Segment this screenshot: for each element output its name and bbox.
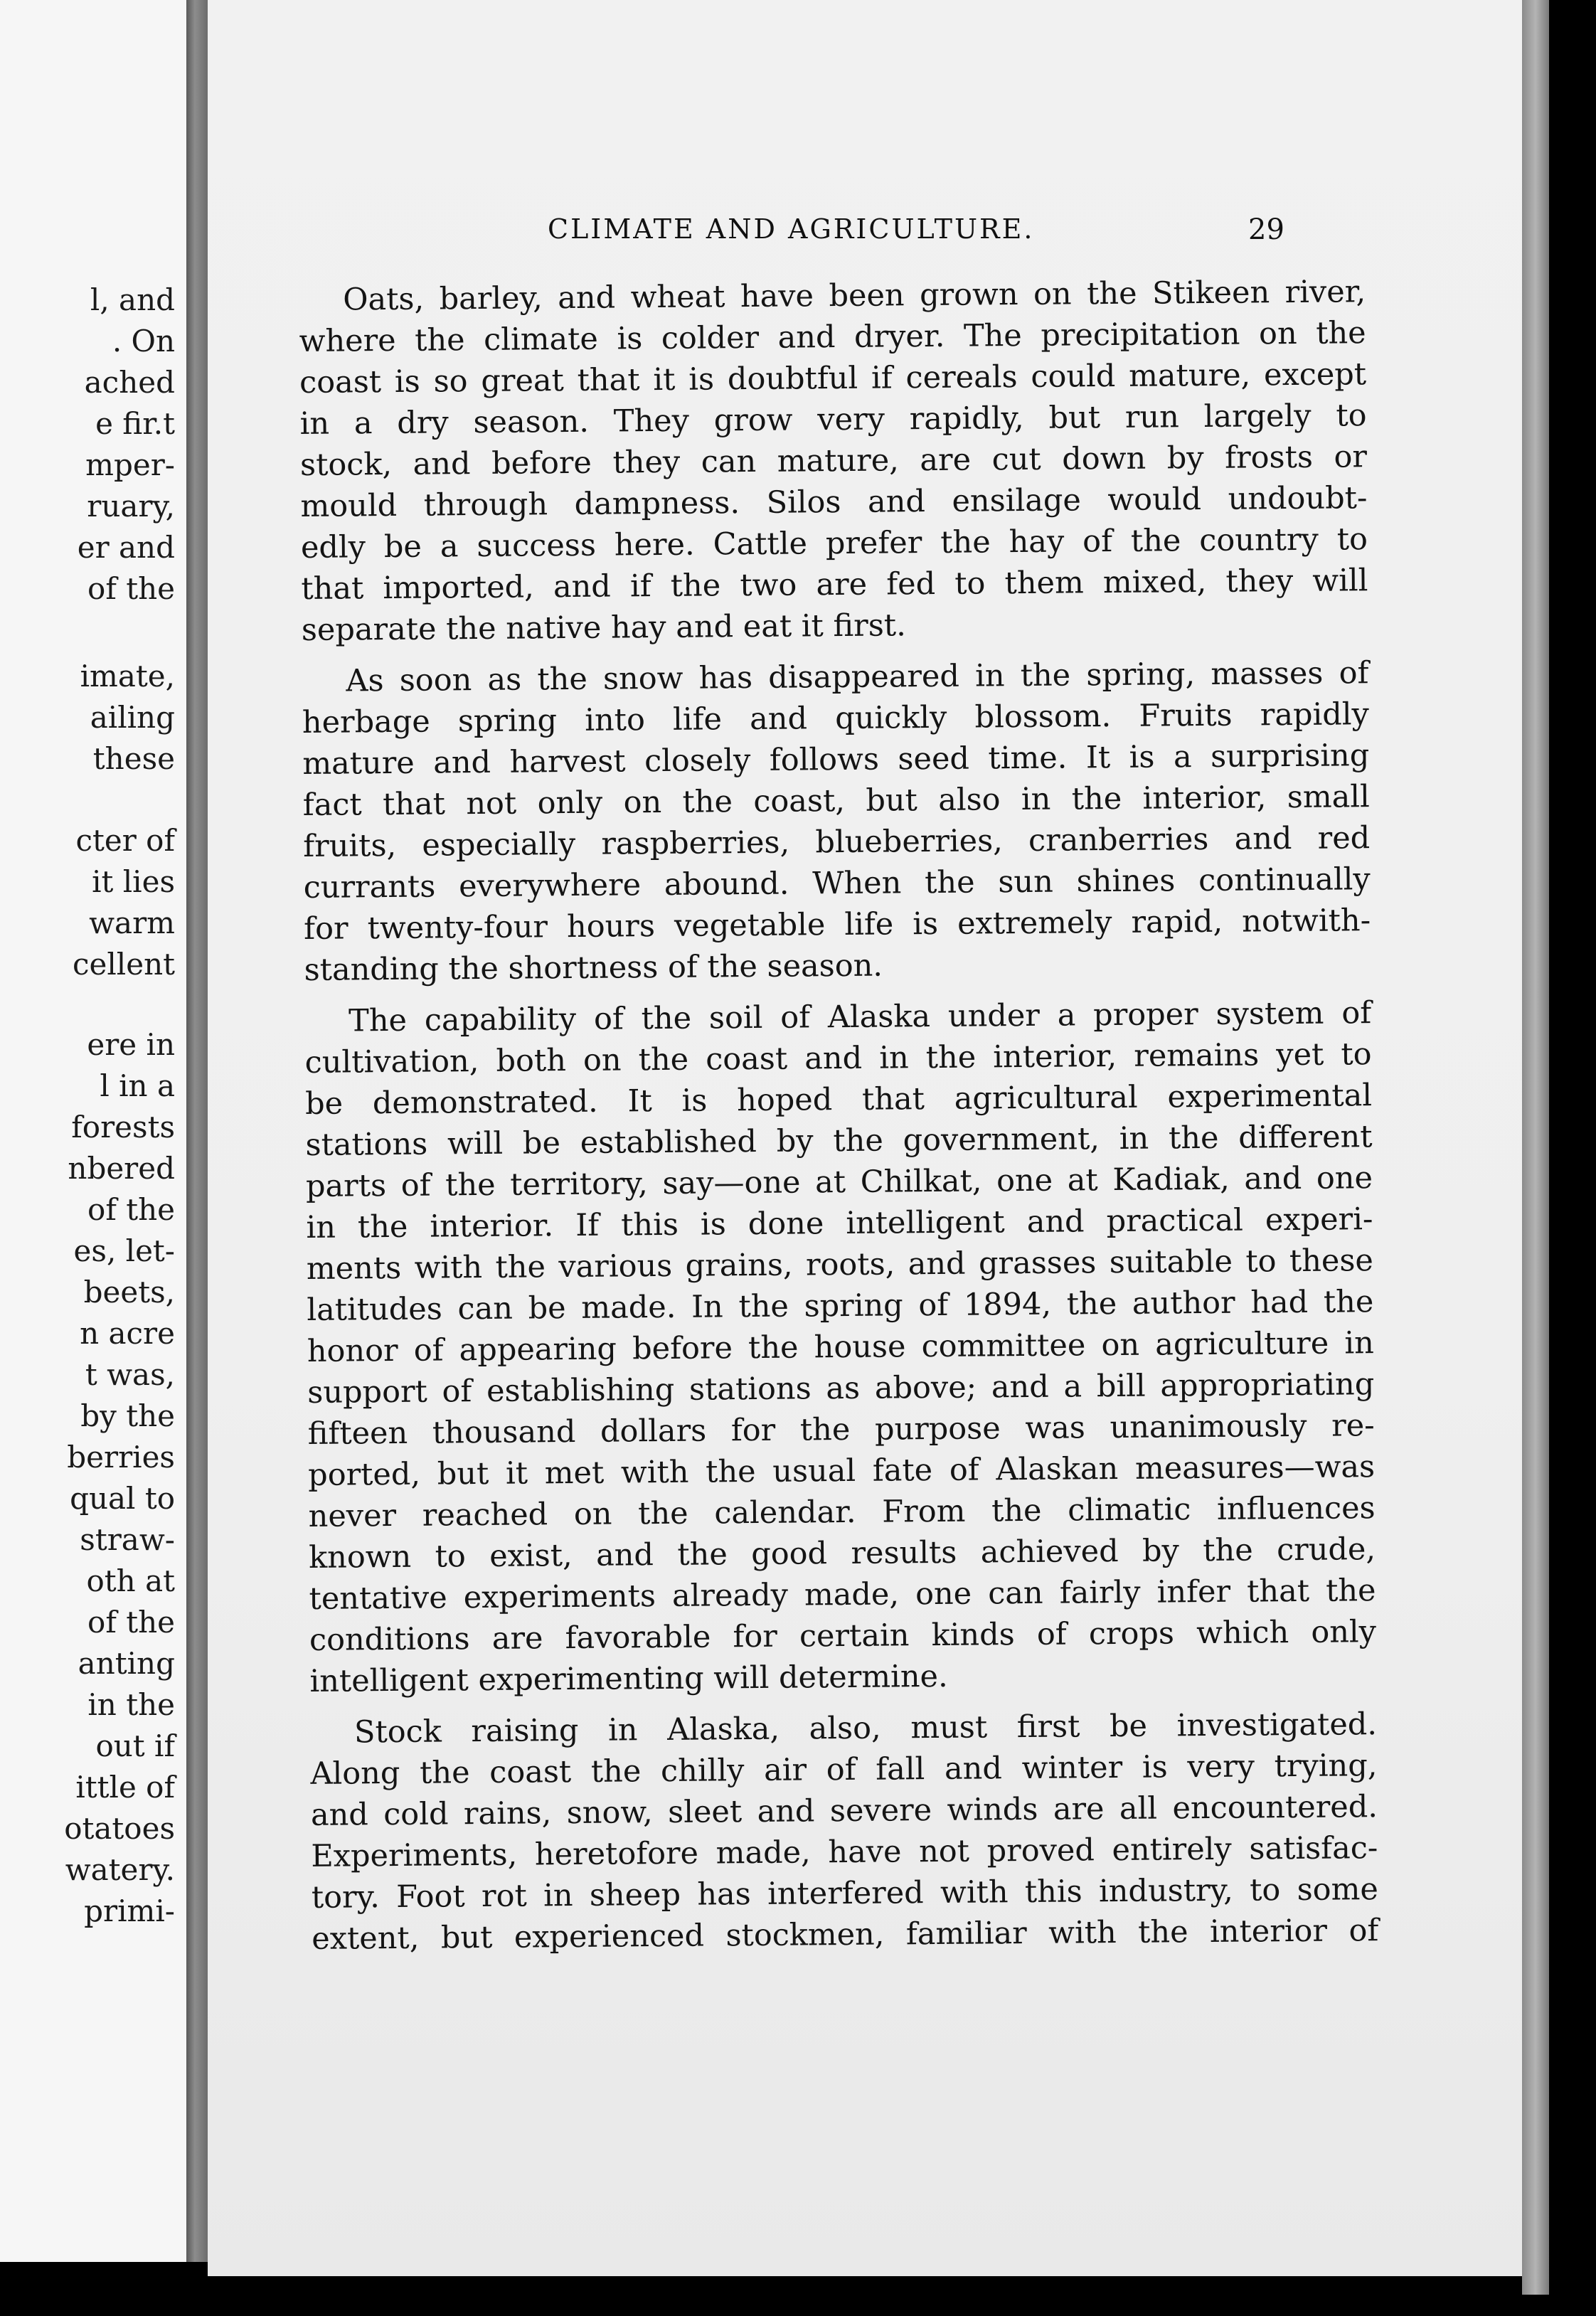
left-page-line: l in a xyxy=(100,1068,175,1103)
left-page-line: ittle of xyxy=(75,1770,175,1805)
left-page-line: t was, xyxy=(85,1357,175,1392)
left-page-line: qual to xyxy=(70,1481,175,1516)
text-line: standing the shortness of the season. xyxy=(304,947,883,988)
left-page-line: berries xyxy=(67,1440,175,1475)
text-line: parts of the territory, say—one at Chilkat, one at Kadiak, and one xyxy=(305,1160,1373,1204)
left-page-line: n acre xyxy=(80,1316,175,1351)
left-page-line: of the xyxy=(87,571,175,606)
paragraph xyxy=(304,992,1377,1702)
text-line: intelligent experimenting will determine. xyxy=(309,1658,948,1699)
left-page-line: in the xyxy=(87,1687,175,1722)
text-line: Oats, barley, and wheat have been grown on the Stikeen river, xyxy=(343,274,1366,318)
paragraph xyxy=(310,1704,1379,1960)
text-line: be demonstrated. It is hoped that agricultural experimental xyxy=(304,1078,1373,1122)
text-line: that imported, and if the two are fed to them mixed, they will xyxy=(301,563,1368,607)
left-page-line: es, let- xyxy=(73,1233,175,1268)
running-title: CLIMATE AND AGRICULTURE. xyxy=(548,213,1035,245)
text-line: conditions are favorable for certain kinds of crops which only xyxy=(309,1614,1377,1658)
text-line: currants everywhere abound. When the sun shines continually xyxy=(303,861,1371,905)
text-line: known to exist, and the good results achieved by the crude, xyxy=(308,1531,1376,1576)
text-line: ments with the various grains, roots, and grasses suitable to these xyxy=(306,1243,1374,1287)
text-line: mould through dampness. Silos and ensilage would undoubt- xyxy=(300,480,1368,524)
page-edge xyxy=(1522,0,1549,2295)
text-line: herbage spring into life and quickly blossom. Fruits rapidly xyxy=(302,696,1370,740)
left-page-line: ailing xyxy=(90,700,175,735)
left-page-line: ached xyxy=(84,365,175,400)
left-page-line: er and xyxy=(77,530,175,565)
text-line: Experiments, heretofore made, have not proved entirely satisfac- xyxy=(311,1830,1378,1874)
left-page-line: these xyxy=(92,741,175,776)
left-page-line: e fir.t xyxy=(95,406,175,441)
left-page-line: beets, xyxy=(83,1275,175,1310)
left-page-line: . On xyxy=(112,324,175,358)
text-line: fruits, especially raspberries, blueberries, cranberries and red xyxy=(303,820,1371,864)
text-line: for twenty-four hours vegetable life is extremely rapid, notwith- xyxy=(303,903,1371,947)
page-header xyxy=(208,213,1522,256)
left-page-line: cellent xyxy=(72,947,175,982)
text-line: mature and harvest closely follows seed time. It is a surprising xyxy=(302,738,1370,782)
right-page xyxy=(208,0,1522,2276)
text-line: in the interior. If this is done intelligent and practical experi- xyxy=(306,1201,1373,1245)
text-line: Stock raising in Alaska, also, must first be investigated. xyxy=(353,1706,1378,1751)
body-text xyxy=(299,271,1379,1960)
left-page-line: of the xyxy=(87,1605,175,1640)
text-line: and cold rains, snow, sleet and severe winds are all encountered. xyxy=(310,1789,1378,1833)
left-page-line: of the xyxy=(87,1192,175,1227)
text-line: support of establishing stations as above; and a bill appropriating xyxy=(307,1366,1375,1411)
text-line: ported, but it met with the usual fate of Alaskan measures—was xyxy=(308,1449,1376,1493)
left-page-line: by the xyxy=(80,1398,175,1433)
left-page-line: l, and xyxy=(90,282,175,317)
text-line: cultivation, both on the coast and in the interior, remains yet to xyxy=(304,1036,1372,1080)
left-page-line: warm xyxy=(89,905,175,940)
book-gutter xyxy=(186,0,208,2262)
text-line: fifteen thousand dollars for the purpose was unanimously re- xyxy=(307,1408,1375,1452)
text-line: in a dry season. They grow very rapidly, but run largely to xyxy=(299,398,1367,442)
text-line: edly be a success here. Cattle prefer the hay of the country to xyxy=(300,521,1368,565)
text-line: stations will be established by the government, in the different xyxy=(305,1119,1373,1163)
text-line: where the climate is colder and dryer. The precipitation on the xyxy=(299,315,1366,359)
text-line: latitudes can be made. In the spring of 1894, the author had the xyxy=(307,1284,1374,1328)
left-page-line: oth at xyxy=(86,1563,175,1598)
left-page-line: it lies xyxy=(92,864,175,899)
text-line: coast is so great that it is doubtful if cereals could mature, except xyxy=(299,356,1367,400)
left-page-line: cter of xyxy=(75,823,175,858)
text-line: extent, but experienced stockmen, familiar with the interior of xyxy=(312,1913,1379,1957)
text-line: tory. Foot rot in sheep has interfered with this industry, to some xyxy=(311,1871,1379,1916)
text-line: tentative experiments already made, one can fairly infer that the xyxy=(309,1573,1376,1617)
paragraph xyxy=(299,271,1368,651)
text-line: separate the native hay and eat it first. xyxy=(301,607,906,648)
left-page-fragment xyxy=(0,0,186,2262)
left-page-line: ere in xyxy=(87,1027,175,1062)
text-line: Along the coast the chilly air of fall and winter is very trying, xyxy=(310,1748,1378,1792)
left-page-line: mper- xyxy=(85,447,175,482)
text-line: fact that not only on the coast, but also in the interior, small xyxy=(302,779,1370,823)
left-page-line: anting xyxy=(78,1646,175,1681)
paragraph xyxy=(302,652,1371,991)
left-page-line: straw- xyxy=(80,1522,175,1557)
left-page-line: nbered xyxy=(68,1151,175,1186)
text-line: The capability of the soil of Alaska under a proper system of xyxy=(348,995,1372,1039)
left-page-line: ruary, xyxy=(87,489,175,524)
left-page-line: watery. xyxy=(65,1852,175,1887)
text-line: As soon as the snow has disappeared in the spring, masses of xyxy=(346,655,1369,699)
page-number: 29 xyxy=(1248,213,1284,246)
left-page-line: imate, xyxy=(80,659,175,694)
left-page-line: otatoes xyxy=(64,1811,175,1846)
left-page-line: forests xyxy=(71,1110,175,1144)
text-line: never reached on the calendar. From the climatic influences xyxy=(308,1490,1376,1534)
text-line: stock, and before they can mature, are cut down by frosts or xyxy=(299,439,1368,483)
text-line: honor of appearing before the house committee on agriculture in xyxy=(307,1325,1374,1369)
left-page-line: out if xyxy=(95,1728,175,1763)
left-page-line: primi- xyxy=(84,1893,175,1928)
